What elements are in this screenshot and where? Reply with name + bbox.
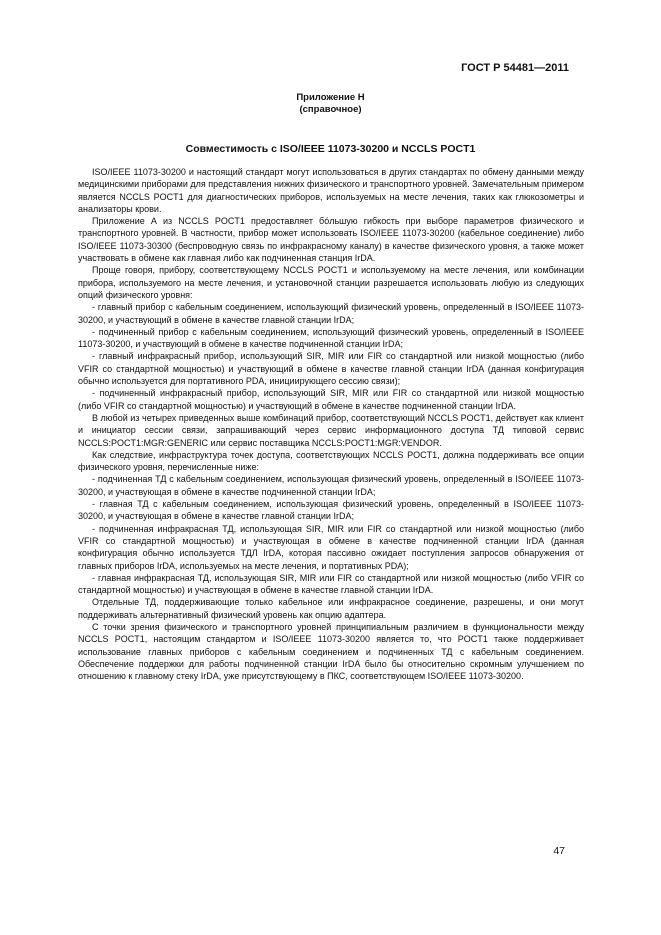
list-item: - подчиненная инфракрасная ТД, использующая SIR, MIR или FIR со стандартной или низкой мощностью (либо VFIR со стандартной мощностью) и участвующая в обмене в качестве подчиненной станции IrDA (данная конфигурация обычно используется ТДЛ IrDA, которая пассивно ожидает поступления запросов обнаружения от главных приборов IrDA, используемых на месте лечения, и портативных PDA);	[78, 523, 584, 571]
list-item: - подчиненный инфракрасный прибор, использующий SIR, MIR или FIR со стандартной или низкой мощностью (либо VFIR со стандартной мощностью) и участвующий в обмене в качестве подчиненной станции IrDA.	[78, 388, 584, 411]
paragraph: Отдельные ТД, поддерживающие только кабельное или инфракрасное соединение, разрешены, и они могут поддерживать альтернативный физический уровень как опцию адаптера.	[78, 597, 584, 620]
paragraph: ISO/IEEE 11073-30200 и настоящий стандарт могут использоваться в других стандартах по обмену данными между медицинскими приборами для представления нижних физического и транспортного уровней. Замечательным примером является NCCLS POCT1 для диагностических приборов, используемых на месте лечения, таких как глюкозометры и анализаторы крови.	[78, 167, 584, 214]
list-item: - главная ТД с кабельным соединением, использующая физический уровень, определенный в ISO/IEEE 11073-30200, и участвующая в обмене в качестве главной станции IrDA;	[78, 499, 584, 522]
list-item: - главный инфракрасный прибор, использующий SIR, MIR или FIR со стандартной или низкой мощностью (либо VFIR со стандартной мощностью) и участвующий в обмене в качестве главной станции IrDA (данная конфигурация обычно используется для портативного PDA, инициирующего сессию связи);	[78, 351, 584, 387]
document-body	[78, 166, 584, 682]
list-item: - подчиненный прибор с кабельным соединением, использующий физический уровень, определенный в ISO/IEEE 11073-30200, и участвующий в обмене в качестве подчиненной станции IrDA;	[78, 326, 584, 350]
list-item: - подчиненная ТД с кабельным соединением, использующая физический уровень, определенный в ISO/IEEE 11073-30200, и участвующая в обмене в качестве подчиненной станции IrDA;	[78, 474, 584, 497]
annex-heading	[0, 92, 661, 116]
annex-title: Приложение Н	[296, 92, 365, 103]
list-item: - главная инфракрасная ТД, использующая SIR, MIR или FIR со стандартной или низкой мощностью (либо VFIR со стандартной мощностью) и участвующая в обмене в качестве главной станции IrDA.	[78, 572, 584, 596]
paragraph: С точки зрения физического и транспортного уровней принципиальным различием в функциональности между NCCLS POCT1, настоящим стандартом и ISO/IEEE 11073-30200 является то, что POCT1 также поддерживает использование главных приборов с кабельным соединением и подчиненных ТД с кабельным соединением. Обеспечение поддержки для работы подчиненной станции IrDA было бы относительно скромным улучшением по отношению к главному стеку IrDA, уже присутствующему в ПКС, соответствующем ISO/IEEE 11073-30200.	[78, 621, 584, 682]
paragraph: Приложение А из NCCLS POCT1 предоставляет бо́льшую гибкость при выборе параметров физического и транспортного уровней. В частности, прибор может использовать ISO/IEEE 11073-30200 (кабельное соединение) либо ISO/IEEE 11073-30300 (беспроводную связь по инфракрасному каналу) в качестве физического уровня, а также может участвовать в обмене как главная либо как подчиненная станция IrDA.	[78, 216, 584, 264]
standard-code: ГОСТ Р 54481—2011	[461, 62, 569, 74]
paragraph: В любой из четырех приведенных выше комбинаций прибор, соответствующий NCCLS POCT1, действует как клиент и инициатор сессии связи, запрашивающий через сервис информационного доступа ТД типовой сервис NCCLS:POCT1:MGR:GENERIC или сервис поставщика NCCLS:POCT1:MGR:VENDOR.	[78, 412, 584, 448]
annex-kind: (справочное)	[299, 104, 362, 115]
list-item: - главный прибор с кабельным соединением, использующий физический уровень, определенный в ISO/IEEE 11073-30200, и участвующий в обмене в качестве главной станции IrDA;	[78, 302, 584, 325]
page-number: 47	[553, 845, 565, 857]
paragraph: Как следствие, инфраструктура точек доступа, соответствующих NCCLS POCT1, должна поддерживать все опции физического уровня, перечисленные ниже:	[78, 449, 584, 473]
section-title: Совместимость с ISO/IEEE 11073-30200 и NCCLS POCT1	[185, 143, 476, 155]
paragraph: Проще говоря, прибору, соответствующему NCCLS POCT1 и используемому на месте лечения, или комбинации прибора, используемого на месте лечения, и установочной станции разрешается использовать любую из следующих опций физического уровня:	[78, 265, 584, 300]
